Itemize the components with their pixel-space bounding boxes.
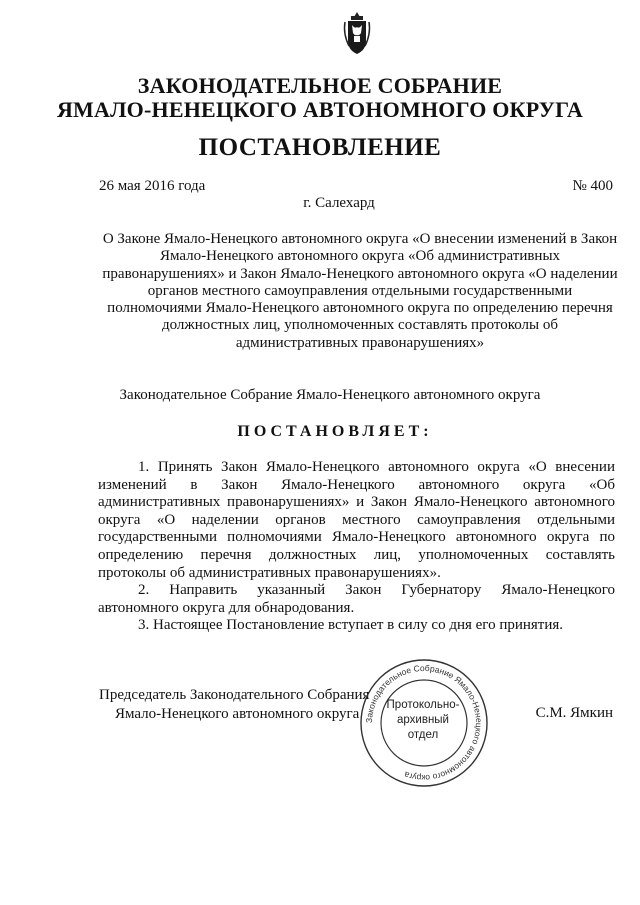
document-subject: О Законе Ямало-Ненецкого автономного округа «О внесении изменений в Закон Ямало-Ненецкого автономного округа «Об административных правонарушениях» и Закон Ямало-Ненецкого автономного округа «О наделении органов местного самоуправления отдельными государственными полномочиями Ямало-Ненецкого автономного округа по определению перечня должностных лиц, уполномоченных составлять протоколы об административных правонарушениях» (102, 231, 618, 351)
signatory-title-line1: Председатель Законодательного Собрания (99, 687, 370, 703)
stamp-ring-text: Законодательное Собрание Ямало-Ненецкого автономного округа (363, 662, 485, 784)
org-title-line2: ЯМАЛО-НЕНЕЦКОГО АВТОНОМНОГО ОКРУГА (56, 97, 584, 122)
assembly-name: Законодательное Собрание Ямало-Ненецкого автономного округа (119, 387, 541, 403)
signatory-title (99, 686, 369, 724)
resolution-item-3: 3. Настоящее Постановление вступает в силу со дня его принятия. (138, 617, 564, 634)
coat-of-arms-emblem (341, 10, 373, 60)
signatory-title-line2: Ямало-Ненецкого автономного округа (115, 706, 360, 722)
signatory-name: С.М. Ямкин (535, 705, 613, 721)
stamp-center-line3: отдел (407, 729, 439, 741)
stamp-center-line1: Протокольно- (386, 699, 460, 711)
document-city: г. Салехард (303, 195, 375, 211)
resolution-items (98, 459, 615, 635)
resolution-item-1: 1. Принять Закон Ямало-Ненецкого автономного округа «О внесении изменений в Закон Ямало-Ненецкого автономного округа «Об административных правонарушениях» и Закон Ямало-Ненецкого автономного округа «О наделении органов местного самоуправления отдельными государственными полномочиями Ямало-Ненецкого автономного округа по определению перечня должностных лиц, уполномоченных составлять протоколы об административных правонарушениях». (98, 459, 615, 581)
resolution-item-2: 2. Направить указанный Закон Губернатору Ямало-Ненецкого автономного округа для обнародования. (98, 582, 615, 616)
resolves-heading: ПОСТАНОВЛЯЕТ: (237, 423, 433, 440)
stamp-center-text (384, 698, 462, 743)
org-title-line1: ЗАКОНОДАТЕЛЬНОЕ СОБРАНИЕ (137, 73, 503, 98)
document-date: 26 мая 2016 года (99, 178, 206, 194)
document-number: № 400 (572, 178, 613, 194)
stamp-center-line2: архивный (397, 714, 449, 726)
document-type: ПОСТАНОВЛЕНИЕ (198, 134, 442, 161)
